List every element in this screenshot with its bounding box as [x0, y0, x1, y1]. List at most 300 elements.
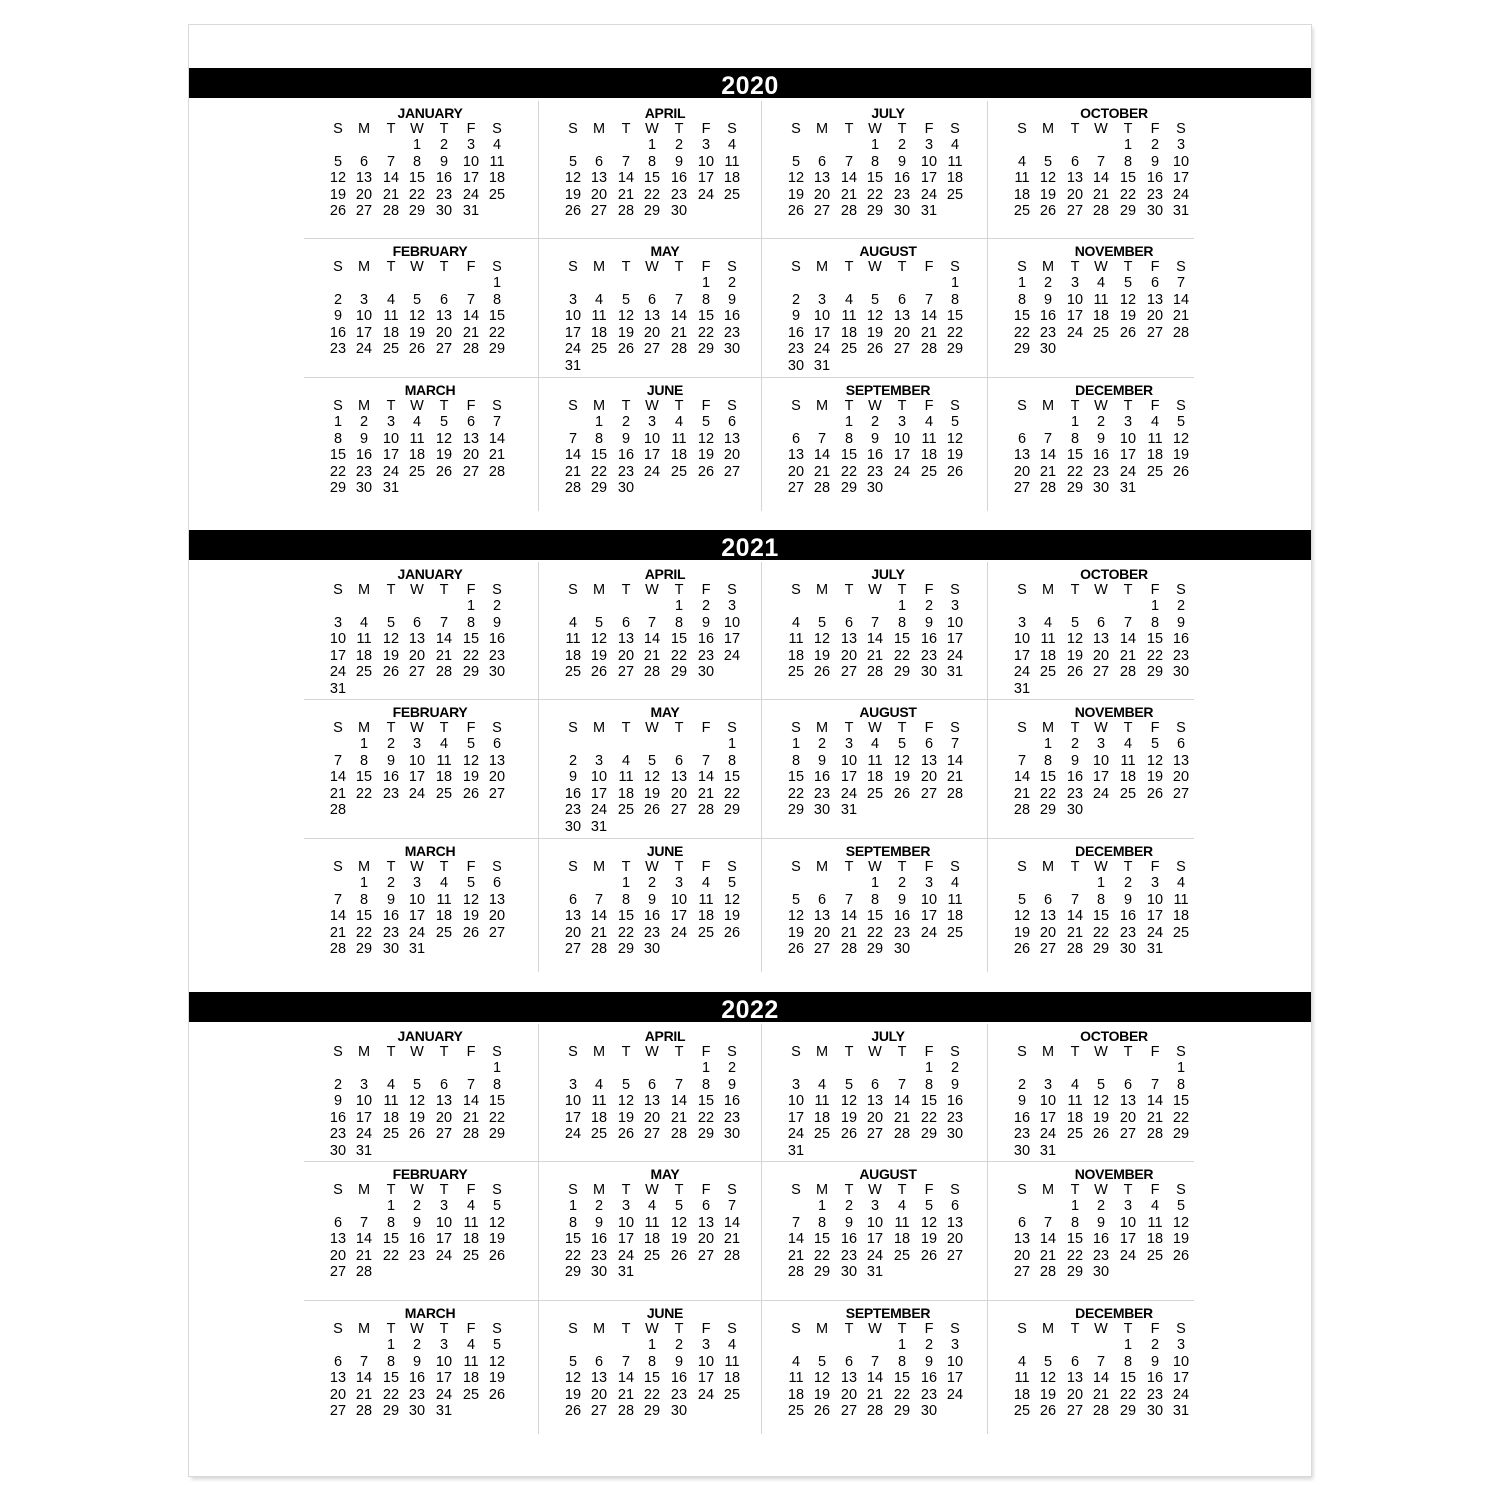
- weekday-header: S: [492, 582, 502, 598]
- weekday-header: W: [868, 259, 882, 275]
- date-cell: 25: [840, 341, 858, 358]
- date-cell: 1: [386, 1198, 396, 1214]
- date-cell: 12: [329, 170, 347, 187]
- weekday-header: S: [791, 259, 801, 275]
- month-block-july: [762, 1024, 974, 1162]
- date-cell: 20: [723, 447, 741, 464]
- month-name: JANUARY: [397, 566, 463, 582]
- date-cell: 10: [946, 614, 964, 631]
- date-cell: 19: [946, 447, 964, 464]
- date-cell: 6: [568, 891, 578, 908]
- date-cell: 3: [1123, 414, 1133, 430]
- date-cell: 8: [647, 153, 657, 170]
- date-cell: 19: [866, 324, 884, 341]
- date-cell: 25: [946, 924, 964, 941]
- weekday-header: W: [1094, 121, 1108, 137]
- date-cell: 24: [1092, 785, 1110, 802]
- date-cell: 21: [893, 1109, 911, 1126]
- date-cell: 17: [893, 447, 911, 464]
- date-cell: 1: [701, 275, 711, 291]
- date-cell: 30: [435, 203, 453, 220]
- date-cell: 1: [791, 736, 801, 752]
- date-cell: 21: [329, 785, 347, 802]
- date-cell: 19: [488, 1370, 506, 1387]
- date-cell: 12: [435, 430, 453, 447]
- date-cell: 14: [462, 1093, 480, 1110]
- date-cell: 6: [492, 736, 502, 752]
- date-cell: 5: [1176, 414, 1186, 430]
- weekday-header: S: [492, 259, 502, 275]
- date-cell: 26: [920, 1247, 938, 1264]
- date-cell: 30: [408, 1403, 426, 1420]
- weekday-header: T: [844, 259, 854, 275]
- date-cell: 9: [1150, 153, 1160, 170]
- date-cell: 27: [1092, 664, 1110, 681]
- date-cell: 20: [813, 924, 831, 941]
- date-cell: 5: [621, 291, 631, 308]
- date-cell: 14: [1039, 1231, 1057, 1248]
- date-cell: 24: [408, 924, 426, 941]
- weekday-header: M: [357, 1182, 371, 1198]
- date-cell: 30: [723, 1126, 741, 1143]
- weekday-header: T: [674, 720, 684, 736]
- date-cell: 13: [1066, 170, 1084, 187]
- date-cell: 10: [893, 430, 911, 447]
- date-cell: 5: [466, 875, 476, 891]
- date-cell: 30: [893, 203, 911, 220]
- date-cell: 19: [813, 1386, 831, 1403]
- date-cell: 15: [893, 631, 911, 648]
- weekday-header: F: [701, 859, 711, 875]
- month-block-may: [539, 1162, 751, 1300]
- weekday-header: S: [791, 582, 801, 598]
- date-cell: 19: [697, 447, 715, 464]
- date-cell: 10: [723, 614, 741, 631]
- date-cell: 11: [356, 631, 372, 648]
- date-cell: 9: [791, 308, 801, 325]
- weekday-header: T: [439, 1044, 449, 1060]
- date-cell: 14: [840, 170, 858, 187]
- weekday-header: F: [1150, 259, 1160, 275]
- date-cell: 12: [382, 631, 400, 648]
- date-cell: 30: [723, 341, 741, 358]
- weekday-header: T: [621, 1044, 631, 1060]
- date-cell: 11: [724, 1353, 740, 1370]
- date-cell: 1: [492, 275, 502, 291]
- date-cell: 16: [946, 1093, 964, 1110]
- date-cell: 24: [920, 186, 938, 203]
- date-cell: 19: [787, 186, 805, 203]
- date-cell: 13: [329, 1231, 347, 1248]
- date-cell: 18: [382, 324, 400, 341]
- date-cell: 26: [946, 463, 964, 480]
- weekday-header: M: [357, 859, 371, 875]
- weekday-header: T: [844, 1182, 854, 1198]
- date-cell: 23: [893, 186, 911, 203]
- weekday-header: F: [924, 1044, 934, 1060]
- weekday-header: M: [592, 1182, 606, 1198]
- date-cell: 29: [1172, 1126, 1190, 1143]
- date-cell: 12: [813, 1370, 831, 1387]
- date-cell: 4: [386, 1076, 396, 1093]
- date-cell: 27: [435, 341, 453, 358]
- date-cell: 1: [1043, 736, 1053, 752]
- weekday-header: F: [701, 398, 711, 414]
- date-cell: 26: [564, 1403, 582, 1420]
- date-cell: 16: [893, 908, 911, 925]
- date-cell: 19: [670, 1231, 688, 1248]
- date-cell: 19: [787, 924, 805, 941]
- date-cell: 3: [412, 736, 422, 752]
- date-cell: 5: [727, 875, 737, 891]
- date-cell: 17: [408, 769, 426, 786]
- date-cell: 4: [727, 137, 737, 153]
- weekday-header: M: [592, 259, 606, 275]
- date-cell: 6: [594, 1353, 604, 1370]
- date-cell: 5: [950, 414, 960, 430]
- weekday-header: W: [645, 582, 659, 598]
- date-cell: 13: [1013, 447, 1031, 464]
- weekday-header: T: [621, 121, 631, 137]
- date-cell: 10: [435, 1214, 453, 1231]
- date-cell: 24: [590, 802, 608, 819]
- date-cell: 11: [489, 153, 505, 170]
- weekday-header: S: [1176, 121, 1186, 137]
- date-cell: 31: [1013, 681, 1031, 697]
- weekday-header: T: [1070, 259, 1080, 275]
- date-cell: 31: [1039, 1143, 1057, 1159]
- date-cell: 16: [1119, 908, 1137, 925]
- weekday-header: S: [791, 398, 801, 414]
- date-cell: 18: [1172, 908, 1190, 925]
- date-cell: 3: [950, 598, 960, 614]
- date-cell: 7: [466, 1076, 476, 1093]
- date-cell: 14: [840, 908, 858, 925]
- date-cell: 12: [813, 631, 831, 648]
- date-cell: 9: [727, 1076, 737, 1093]
- weekday-header: F: [466, 121, 476, 137]
- date-cell: 9: [924, 614, 934, 631]
- weekday-header: T: [439, 398, 449, 414]
- date-cell: 2: [359, 414, 369, 430]
- date-cell: 26: [488, 1247, 506, 1264]
- date-cell: 22: [488, 1109, 506, 1126]
- weekday-header: T: [674, 259, 684, 275]
- weekday-header: T: [844, 398, 854, 414]
- weekday-header: T: [844, 720, 854, 736]
- date-cell: 21: [813, 463, 831, 480]
- month-name: JULY: [871, 105, 905, 121]
- date-cell: 11: [1120, 752, 1136, 769]
- weekday-header: W: [1094, 1044, 1108, 1060]
- date-cell: 19: [488, 1231, 506, 1248]
- date-cell: 16: [329, 1109, 347, 1126]
- date-cell: 3: [333, 614, 343, 631]
- date-cell: 1: [674, 598, 684, 614]
- date-cell: 7: [466, 291, 476, 308]
- date-cell: 4: [594, 1076, 604, 1093]
- date-cell: 9: [386, 752, 396, 769]
- date-cell: 20: [1066, 1386, 1084, 1403]
- weekday-header: S: [492, 1321, 502, 1337]
- date-cell: 16: [723, 308, 741, 325]
- weekday-header: W: [1094, 720, 1108, 736]
- date-cell: 25: [866, 785, 884, 802]
- weekday-header: T: [674, 1321, 684, 1337]
- date-cell: 3: [701, 1337, 711, 1353]
- date-cell: 24: [564, 1126, 582, 1143]
- date-cell: 2: [1017, 1076, 1027, 1093]
- date-cell: 30: [920, 1403, 938, 1420]
- date-cell: 8: [950, 291, 960, 308]
- weekday-header: T: [1123, 582, 1133, 598]
- date-cell: 15: [643, 1370, 661, 1387]
- date-cell: 18: [382, 1109, 400, 1126]
- date-cell: 1: [897, 598, 907, 614]
- date-cell: 18: [787, 1386, 805, 1403]
- date-cell: 22: [840, 463, 858, 480]
- date-cell: 9: [492, 614, 502, 631]
- date-cell: 23: [920, 647, 938, 664]
- weekday-header: T: [621, 1182, 631, 1198]
- date-cell: 6: [701, 1198, 711, 1214]
- weekday-header: W: [868, 121, 882, 137]
- date-cell: 7: [333, 752, 343, 769]
- date-cell: 26: [787, 203, 805, 220]
- date-cell: 28: [866, 1403, 884, 1420]
- date-cell: 21: [1039, 1247, 1057, 1264]
- weekday-header: T: [897, 398, 907, 414]
- date-cell: 15: [670, 631, 688, 648]
- date-cell: 28: [329, 802, 347, 819]
- weekday-header: S: [568, 582, 578, 598]
- date-cell: 27: [1039, 941, 1057, 958]
- date-cell: 19: [564, 1386, 582, 1403]
- date-cell: 22: [408, 186, 426, 203]
- date-cell: 21: [866, 647, 884, 664]
- date-cell: 4: [1150, 1198, 1160, 1214]
- date-cell: 18: [590, 324, 608, 341]
- weekday-header: W: [868, 1321, 882, 1337]
- weekday-header: S: [1017, 1321, 1027, 1337]
- date-cell: 1: [727, 736, 737, 752]
- date-cell: 12: [1172, 1214, 1190, 1231]
- date-cell: 22: [866, 186, 884, 203]
- date-cell: 31: [382, 480, 400, 497]
- date-cell: 13: [643, 308, 661, 325]
- date-cell: 22: [1119, 186, 1137, 203]
- date-cell: 3: [359, 291, 369, 308]
- date-cell: 26: [1172, 463, 1190, 480]
- date-cell: 2: [333, 291, 343, 308]
- date-cell: 23: [787, 341, 805, 358]
- date-cell: 23: [1119, 924, 1137, 941]
- date-cell: 14: [866, 631, 884, 648]
- date-cell: 3: [359, 1076, 369, 1093]
- date-cell: 1: [492, 1060, 502, 1076]
- date-cell: 11: [894, 1214, 910, 1231]
- date-cell: 29: [1013, 341, 1031, 358]
- date-cell: 20: [617, 647, 635, 664]
- date-cell: 30: [670, 203, 688, 220]
- date-cell: 9: [412, 1214, 422, 1231]
- month-block-march: [304, 378, 516, 516]
- date-cell: 28: [355, 1264, 373, 1281]
- date-cell: 30: [1119, 941, 1137, 958]
- weekday-header: F: [466, 582, 476, 598]
- weekday-header: F: [924, 1321, 934, 1337]
- date-cell: 30: [1039, 341, 1057, 358]
- weekday-header: T: [1123, 720, 1133, 736]
- date-cell: 3: [594, 752, 604, 769]
- date-cell: 6: [844, 614, 854, 631]
- date-cell: 2: [897, 875, 907, 891]
- date-cell: 24: [1172, 1386, 1190, 1403]
- date-cell: 17: [670, 908, 688, 925]
- weekday-header: S: [1017, 859, 1027, 875]
- date-cell: 23: [1146, 186, 1164, 203]
- date-cell: 5: [1176, 1198, 1186, 1214]
- date-cell: 22: [355, 924, 373, 941]
- weekday-header: W: [645, 1182, 659, 1198]
- date-cell: 9: [817, 752, 827, 769]
- date-cell: 16: [920, 1370, 938, 1387]
- date-cell: 26: [408, 341, 426, 358]
- date-cell: 16: [840, 1231, 858, 1248]
- date-cell: 25: [723, 1386, 741, 1403]
- date-cell: 31: [1172, 1403, 1190, 1420]
- weekday-header: T: [897, 1321, 907, 1337]
- date-cell: 26: [1039, 203, 1057, 220]
- weekday-header: S: [568, 1044, 578, 1060]
- date-cell: 22: [1119, 1386, 1137, 1403]
- weekday-header: M: [815, 121, 829, 137]
- date-cell: 6: [791, 430, 801, 447]
- date-cell: 7: [333, 891, 343, 908]
- date-cell: 31: [787, 1143, 805, 1159]
- month-name: DECEMBER: [1075, 382, 1153, 398]
- date-cell: 1: [1096, 875, 1106, 891]
- month-block-february: [304, 700, 516, 838]
- date-cell: 12: [590, 631, 608, 648]
- date-cell: 27: [643, 1126, 661, 1143]
- date-cell: 2: [870, 414, 880, 430]
- date-cell: 9: [568, 769, 578, 786]
- date-cell: 13: [946, 1214, 964, 1231]
- date-cell: 28: [590, 941, 608, 958]
- date-cell: 25: [697, 924, 715, 941]
- date-cell: 7: [1096, 153, 1106, 170]
- date-cell: 2: [568, 752, 578, 769]
- date-cell: 28: [435, 664, 453, 681]
- date-cell: 27: [590, 203, 608, 220]
- weekday-header: M: [815, 1044, 829, 1060]
- date-cell: 5: [1043, 1353, 1053, 1370]
- weekday-header: F: [701, 1321, 711, 1337]
- date-cell: 9: [897, 153, 907, 170]
- weekday-header: F: [924, 859, 934, 875]
- date-cell: 28: [946, 785, 964, 802]
- date-cell: 29: [1066, 480, 1084, 497]
- date-cell: 9: [333, 308, 343, 325]
- date-cell: 20: [408, 647, 426, 664]
- weekday-header: T: [674, 582, 684, 598]
- date-cell: 9: [333, 1093, 343, 1110]
- date-cell: 5: [897, 736, 907, 752]
- date-cell: 13: [590, 1370, 608, 1387]
- weekday-header: S: [568, 1321, 578, 1337]
- weekday-header: W: [868, 582, 882, 598]
- weekday-header: T: [621, 720, 631, 736]
- date-cell: 30: [813, 802, 831, 819]
- weekday-header: F: [701, 121, 711, 137]
- date-cell: 6: [647, 291, 657, 308]
- date-cell: 6: [1096, 614, 1106, 631]
- date-cell: 1: [701, 1060, 711, 1076]
- date-cell: 22: [813, 1247, 831, 1264]
- date-cell: 18: [946, 170, 964, 187]
- date-cell: 1: [870, 137, 880, 153]
- weekday-header: T: [1070, 398, 1080, 414]
- month-name: DECEMBER: [1075, 843, 1153, 859]
- date-cell: 10: [564, 1093, 582, 1110]
- date-cell: 29: [1039, 802, 1057, 819]
- month-block-october: [988, 562, 1200, 700]
- weekday-header: S: [492, 720, 502, 736]
- date-cell: 6: [1043, 891, 1053, 908]
- weekday-header: W: [410, 1182, 424, 1198]
- date-cell: 27: [488, 785, 506, 802]
- date-cell: 26: [893, 785, 911, 802]
- date-cell: 25: [723, 186, 741, 203]
- weekday-header: S: [568, 720, 578, 736]
- date-cell: 12: [670, 1214, 688, 1231]
- date-cell: 12: [840, 1093, 858, 1110]
- date-cell: 18: [670, 447, 688, 464]
- date-cell: 14: [1013, 769, 1031, 786]
- date-cell: 25: [590, 341, 608, 358]
- weekday-header: T: [1070, 859, 1080, 875]
- date-cell: 24: [723, 647, 741, 664]
- date-cell: 13: [1013, 1231, 1031, 1248]
- date-cell: 20: [787, 463, 805, 480]
- date-cell: 26: [866, 341, 884, 358]
- date-cell: 14: [355, 1370, 373, 1387]
- date-cell: 11: [1147, 1214, 1163, 1231]
- date-cell: 23: [697, 647, 715, 664]
- date-cell: 9: [727, 291, 737, 308]
- date-cell: 21: [564, 463, 582, 480]
- date-cell: 8: [674, 614, 684, 631]
- weekday-header: T: [674, 1182, 684, 1198]
- weekday-header: S: [727, 1044, 737, 1060]
- weekday-header: T: [1123, 121, 1133, 137]
- date-cell: 30: [670, 1403, 688, 1420]
- date-cell: 17: [1092, 769, 1110, 786]
- date-cell: 4: [844, 291, 854, 308]
- date-cell: 4: [492, 137, 502, 153]
- date-cell: 22: [1066, 1247, 1084, 1264]
- date-cell: 3: [568, 291, 578, 308]
- date-cell: 9: [412, 1353, 422, 1370]
- date-cell: 22: [355, 785, 373, 802]
- date-cell: 15: [408, 170, 426, 187]
- date-cell: 4: [791, 614, 801, 631]
- weekday-header: T: [1123, 398, 1133, 414]
- date-cell: 30: [893, 941, 911, 958]
- date-cell: 29: [1119, 203, 1137, 220]
- weekday-header: W: [645, 259, 659, 275]
